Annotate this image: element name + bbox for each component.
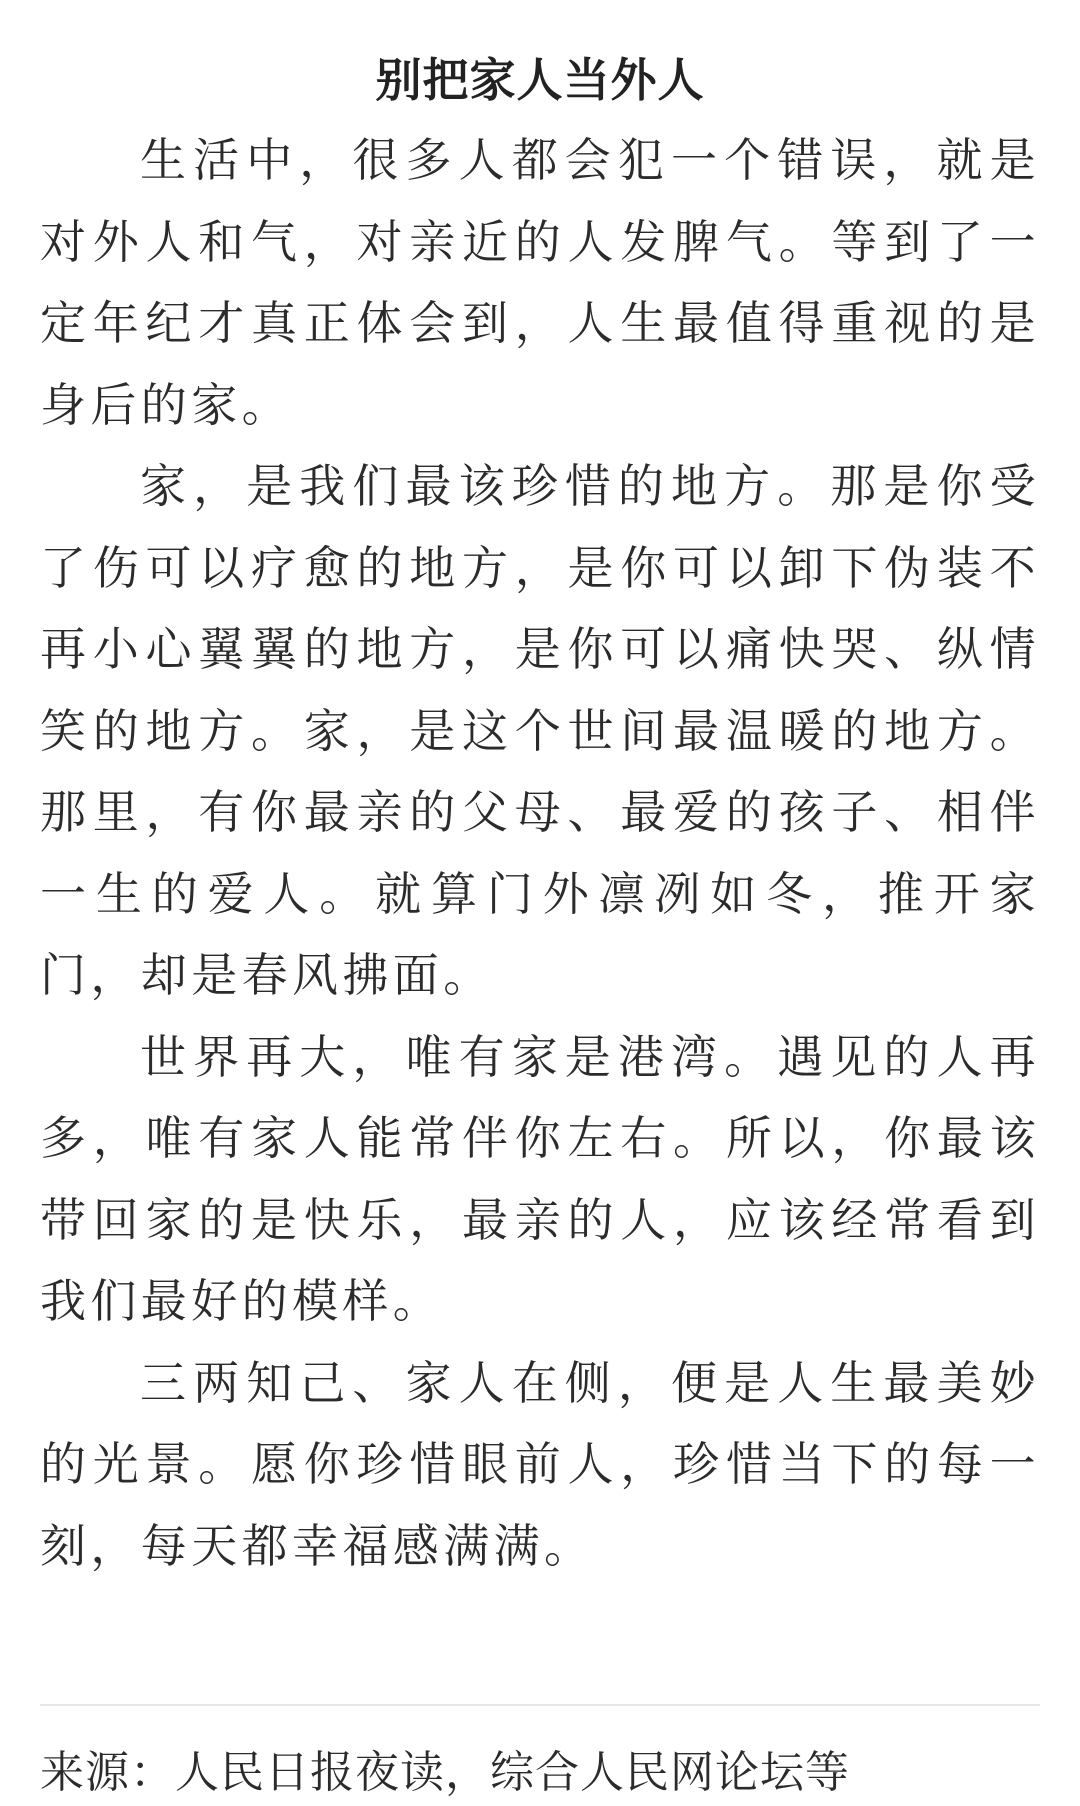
article-paragraph-3: 世界再大，唯有家是港湾。遇见的人再多，唯有家人能常伴你左右。所以，你最该带回家的是快乐，最亲的人，应该经常看到我们最好的模样。	[40, 1029, 1040, 1328]
divider	[40, 1704, 1040, 1706]
article-title: 别把家人当外人	[375, 53, 705, 107]
article-source: 来源：人民日报夜读，综合人民网论坛等	[40, 1747, 850, 1798]
article-paragraph-1: 生活中，很多人都会犯一个错误，就是对外人和气，对亲近的人发脾气。等到了一定年纪才真正体会到，人生最值得重视的是身后的家。	[40, 133, 1040, 432]
article-paragraph-4: 三两知己、家人在侧，便是人生最美妙的光景。愿你珍惜眼前人，珍惜当下的每一刻，每天都幸福感满满。	[40, 1355, 1040, 1573]
article-paragraph-2: 家，是我们最该珍惜的地方。那是你受了伤可以疗愈的地方，是你可以卸下伪装不再小心翼翼的地方，是你可以痛快哭、纵情笑的地方。家，是这个世间最温暖的地方。那里，有你最亲的父母、最爱的孩子、相伴一生的爱人。就算门外凛冽如冬，推开家门，却是春风拂面。	[40, 459, 1040, 1002]
article	[40, 40, 1040, 1587]
